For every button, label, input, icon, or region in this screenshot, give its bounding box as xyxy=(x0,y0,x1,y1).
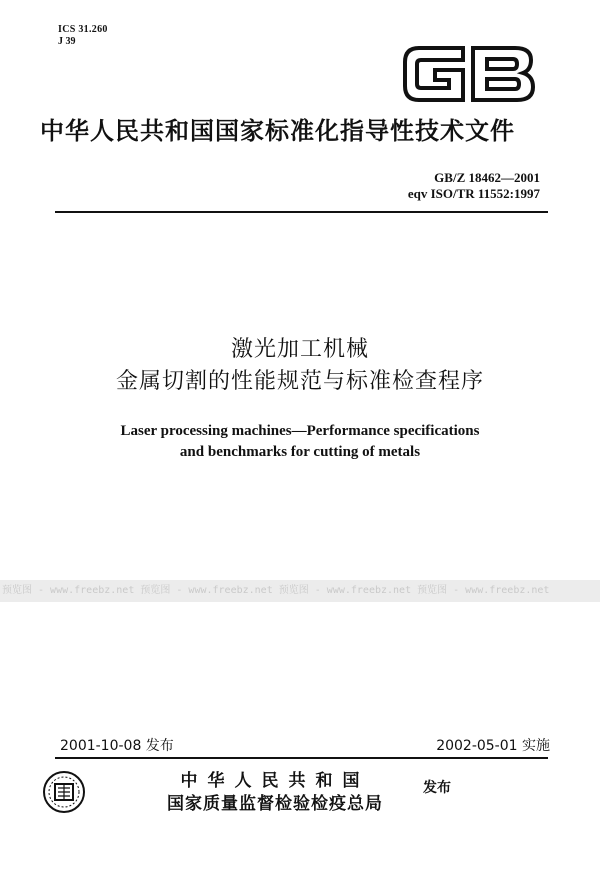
title-chinese xyxy=(0,334,600,398)
title-zh-line1: 激光加工机械 xyxy=(230,337,369,362)
publish-label: 发布 xyxy=(423,780,451,796)
implementation-date: 2002-05-01 实施 xyxy=(436,738,550,754)
ics-code: ICS 31.260 xyxy=(58,24,108,35)
issuer-agency: 国家质量监督检验检疫总局 xyxy=(167,794,383,814)
watermark-text: 预览图 - www.freebz.net 预览图 - www.freebz.net 预览图 - www.freebz.net 预览图 - www.freebz.net xyxy=(2,585,550,596)
standard-number-gb: GB/Z 18462—2001 xyxy=(434,170,540,185)
ccs-code: J 39 xyxy=(58,36,76,47)
title-en-line1: Laser processing machines—Performance specifications xyxy=(120,423,480,439)
issuing-authority xyxy=(135,770,415,816)
title-en-line2: and benchmarks for cutting of metals xyxy=(179,444,421,460)
top-divider xyxy=(55,211,548,213)
title-zh-line2: 金属切割的性能规范与标准检查程序 xyxy=(115,369,484,394)
standard-number xyxy=(408,170,540,202)
standard-number-iso-equivalent: eqv ISO/TR 11552:1997 xyxy=(407,186,540,201)
gb-logo-icon xyxy=(399,40,539,108)
issuer-country: 中华人民共和国 xyxy=(180,771,370,791)
official-seal-icon xyxy=(42,770,86,814)
watermark-band xyxy=(0,580,600,602)
standard-type-heading: 中华人民共和国国家标准化指导性技术文件 xyxy=(40,117,515,145)
title-english xyxy=(0,421,600,463)
issue-date: 2001-10-08 发布 xyxy=(60,738,174,754)
bottom-divider xyxy=(55,757,548,759)
